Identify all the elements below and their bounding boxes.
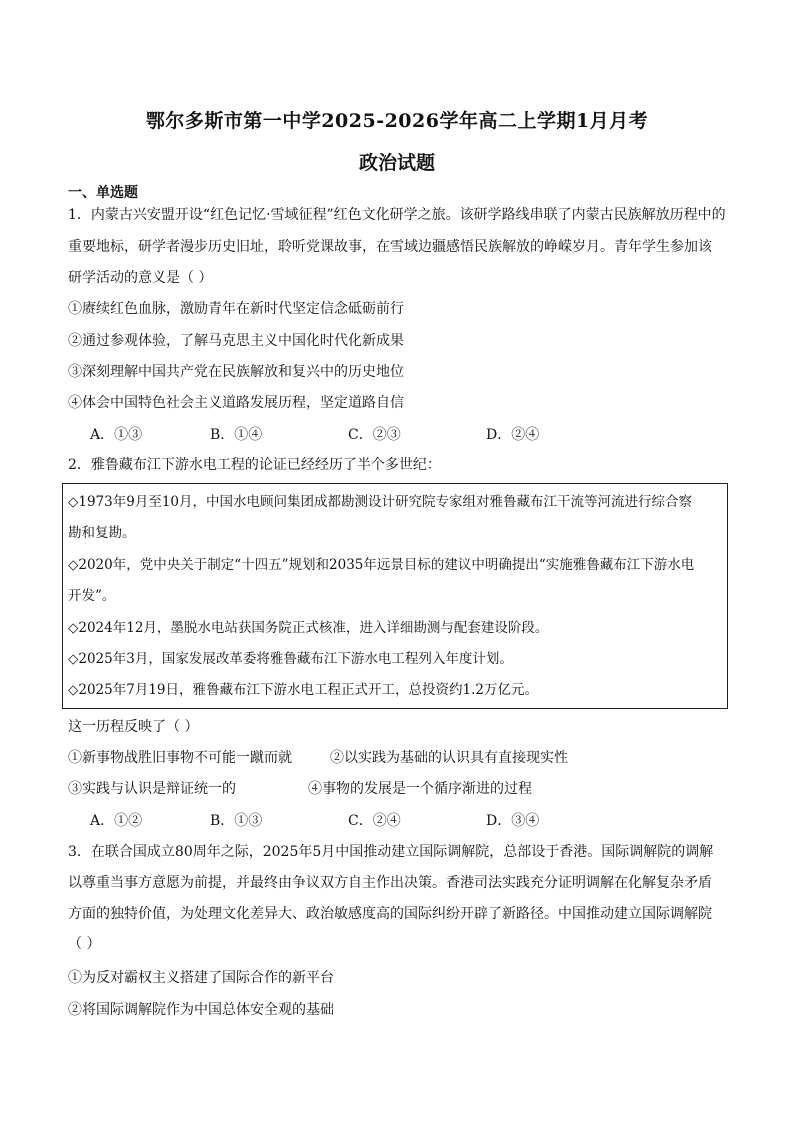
q1-stem-line: 重要地标，研学者漫步历史旧址，聆听党课故事，在雪域边疆感悟民族解放的峥嵘岁月。青年学生参加该 — [68, 239, 712, 255]
q2-material-line: ◇2025年3月，国家发展改革委将雅鲁藏布江下游水电工程列入年度计划。 — [68, 651, 513, 667]
q2-material-line: 开发”。 — [68, 588, 116, 604]
q2-material-line: 勘和复勘。 — [68, 525, 136, 541]
q2-material-line: ◇2020年，党中央关于制定“十四五”规划和2035年远景目标的建议中明确提出“实施雅鲁藏布江下游水电 — [68, 557, 695, 573]
q3-item: ②将国际调解院作为中国总体安全观的基础 — [68, 1002, 334, 1018]
q1-option-c: C．②③ — [348, 427, 401, 443]
q3-stem-line: 以尊重当事方意愿为前提，并最终由争议双方自主作出决策。香港司法实践充分证明调解在化解复杂矛盾 — [68, 875, 712, 891]
q1-item: ④体会中国特色社会主义道路发展历程，坚定道路自信 — [68, 395, 404, 411]
q2-material-line: ◇2024年12月，墨脱水电站获国务院正式核准，进入详细勘测与配套建设阶段。 — [68, 620, 549, 636]
q2-after-text: 这一历程反映了（ ） — [68, 719, 199, 735]
q2-option-d: D．③④ — [486, 813, 540, 829]
exam-subtitle: 政治试题 — [358, 152, 435, 174]
q3-item: ①为反对霸权主义搭建了国际合作的新平台 — [68, 970, 334, 986]
q2-item: ③实践与认识是辩证统一的 — [68, 781, 236, 797]
exam-title: 鄂尔多斯市第一中学2025-2026学年高二上学期1月月考 — [145, 110, 649, 132]
q1-option-a: A．①③ — [90, 427, 143, 443]
q2-option-b: B．①③ — [210, 813, 263, 829]
q1-option-b: B．①④ — [210, 427, 263, 443]
q2-material-box — [62, 483, 728, 709]
q1-item: ①赓续红色血脉，激励青年在新时代坚定信念砥砺前行 — [68, 301, 404, 317]
q1-stem-line: 研学活动的意义是（ ） — [68, 270, 213, 286]
section-heading: 一、单选题 — [68, 185, 138, 201]
q1-stem-line: 1．内蒙古兴安盟开设“红色记忆·雪域征程”红色文化研学之旅。该研学路线串联了内蒙古民族解放历程中的 — [68, 207, 726, 223]
q2-option-a: A．①② — [90, 813, 143, 829]
q3-stem-line: 方面的独特价值，为处理文化差异大、政治敏感度高的国际纠纷开辟了新路径。中国推动建立国际调解院 — [68, 906, 712, 922]
q1-option-d: D．②④ — [486, 427, 540, 443]
q2-item: ②以实践为基础的认识具有直接现实性 — [330, 750, 568, 766]
q2-item: ④事物的发展是一个循序渐进的过程 — [308, 781, 532, 797]
q2-option-c: C．②④ — [348, 813, 401, 829]
q2-material-line: ◇2025年7月19日，雅鲁藏布江下游水电工程正式开工，总投资约1.2万亿元。 — [68, 682, 538, 698]
q1-item: ③深刻理解中国共产党在民族解放和复兴中的历史地位 — [68, 364, 404, 380]
q2-stem: 2．雅鲁藏布江下游水电工程的论证已经经历了半个多世纪： — [68, 457, 441, 473]
q1-item: ②通过参观体验，了解马克思主义中国化时代化新成果 — [68, 333, 404, 349]
q3-stem-line: 3．在联合国成立80周年之际，2025年5月中国推动建立国际调解院，总部设于香港。国际调解院的调解 — [68, 844, 714, 860]
q2-material-line: ◇1973年9月至10月，中国水电顾问集团成都勘测设计研究院专家组对雅鲁藏布江干流等河流进行综合察 — [68, 494, 693, 510]
q2-item: ①新事物战胜旧事物不可能一蹴而就 — [68, 750, 292, 766]
q3-stem-line: （ ） — [68, 936, 101, 952]
